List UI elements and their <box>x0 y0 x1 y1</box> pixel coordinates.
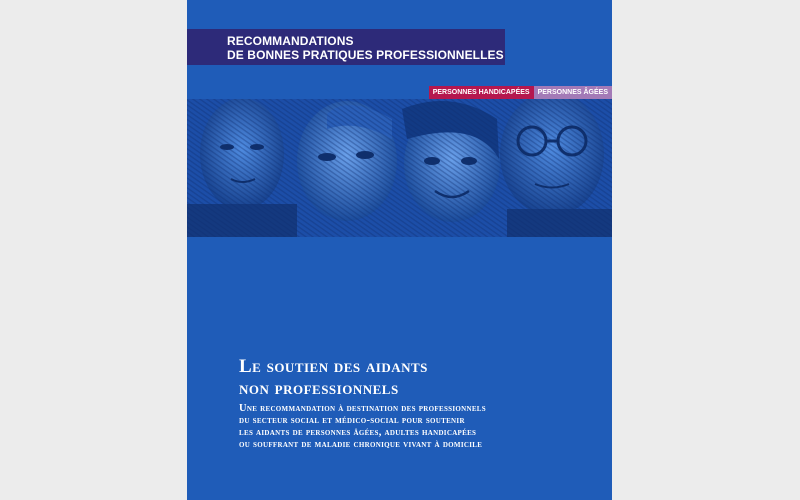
title-line-1: Le soutien des aidants <box>239 356 428 377</box>
document-cover <box>187 0 612 500</box>
portraits-image <box>187 99 612 237</box>
subtitle-line-2: du secteur social et médico-social pour soutenir <box>239 415 465 426</box>
tag-personnes-agees: PERSONNES ÂGÉES <box>534 86 612 99</box>
header-band <box>187 29 505 65</box>
header-line-2: DE BONNES PRATIQUES PROFESSIONNELLES <box>227 48 504 62</box>
title-line-2: non professionnels <box>239 378 399 399</box>
category-tags <box>429 86 612 99</box>
document-title <box>239 356 604 400</box>
subtitle-line-1: Une recommandation à destination des professionnels <box>239 403 486 414</box>
header-line-1: RECOMMANDATIONS <box>227 34 354 48</box>
document-subtitle <box>239 403 604 451</box>
subtitle-line-3: les aidants de personnes âgées, adultes handicapées <box>239 427 477 438</box>
subtitle-line-4: ou souffrant de maladie chronique vivant à domicile <box>239 439 483 450</box>
title-block <box>239 356 604 451</box>
photo-strip <box>187 99 612 237</box>
tag-personnes-handicapees: PERSONNES HANDICAPÉES <box>429 86 534 99</box>
